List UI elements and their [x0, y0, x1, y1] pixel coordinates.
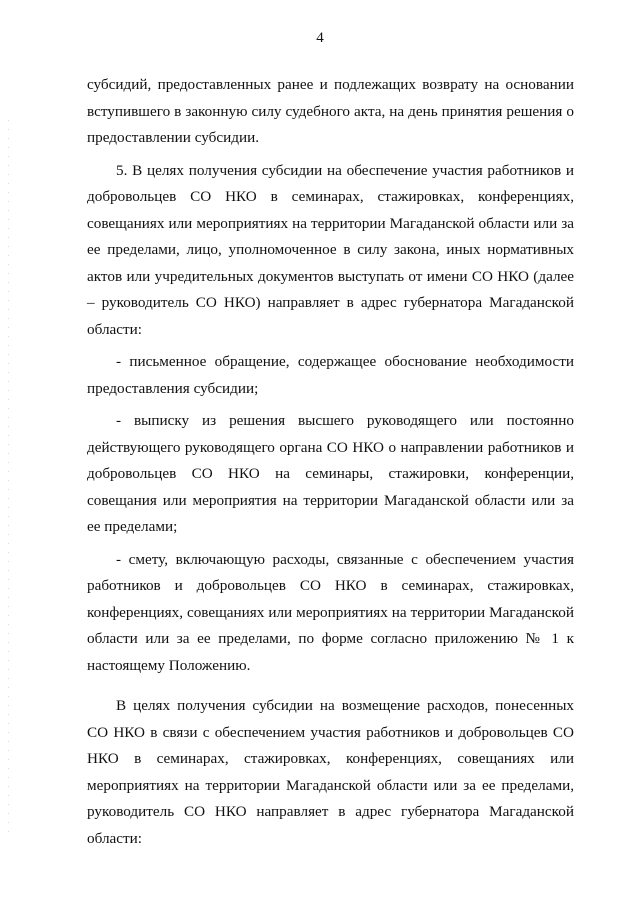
document-body — [87, 72, 574, 852]
scan-edge-marks — [8, 120, 9, 840]
list-item-appeal: - письменное обращение, содержащее обоснование необходимости предоставления субсидии; — [87, 353, 574, 397]
paragraph-section-5: 5. В целях получения субсидии на обеспечение участия работников и добровольцев СО НКО в семинарах, стажировках, конференциях, совещаниях или мероприятиях на территории Магаданской области или за ее пределами, лицо, уполномоченное в силу закона, иных нормативных актов или учредительных документов выступать от имени СО НКО (далее – руководитель СО НКО) направляет в адрес губернатора Магаданской области: — [87, 161, 574, 338]
paragraph-continuation: субсидий, предоставленных ранее и подлежащих возврату на основании вступившего в законную силу судебного акта, на день принятия решения о предоставлении субсидии. — [87, 76, 574, 146]
page-number: 4 — [316, 30, 324, 46]
list-item-extract: - выписку из решения высшего руководящего или постоянно действующего руководящего органа СО НКО о направлении работников и добровольцев СО НКО на семинары, стажировки, конференции, совещания или мероприятия на территории Магаданской области или за ее пределами; — [87, 412, 574, 535]
list-item-estimate: - смету, включающую расходы, связанные с обеспечением участия работников и добровольцев СО НКО в семинарах, стажировках, конференциях, совещаниях или мероприятиях на территории Магаданской области или за ее пределами, по форме согласно приложению № 1 к настоящему Положению. — [87, 550, 574, 674]
paragraph-reimbursement: В целях получения субсидии на возмещение расходов, понесенных СО НКО в связи с обеспечением участия работников и добровольцев СО НКО в семинарах, стажировках, конференциях, совещаниях или мероприятиях на территории Магаданской области или за ее пределами, руководитель СО НКО направляет в адрес губернатора Магаданской области: — [87, 697, 574, 847]
